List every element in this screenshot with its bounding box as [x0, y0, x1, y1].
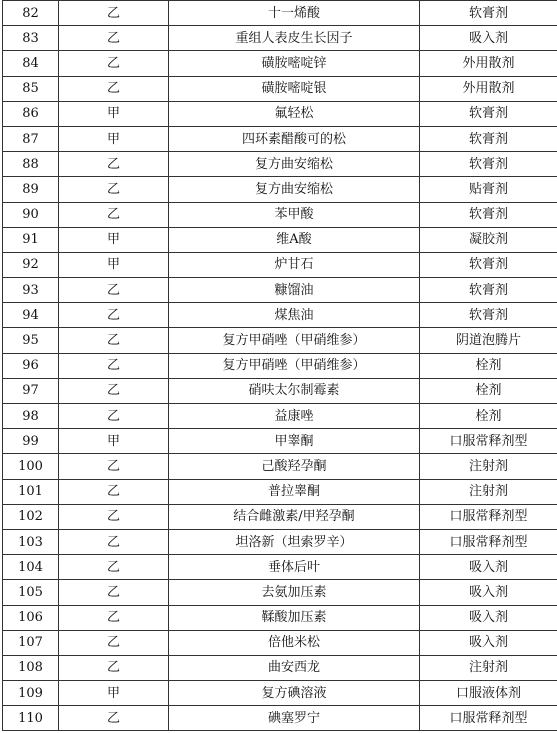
row-number: 108: [3, 655, 59, 680]
row-number: 91: [3, 227, 59, 252]
row-category: 乙: [59, 555, 169, 580]
table-row: [3, 152, 557, 177]
row-dosage-form: 口服常释剂型: [420, 504, 557, 529]
row-number: 90: [3, 202, 59, 227]
row-category: 甲: [59, 227, 169, 252]
row-dosage-form: 软膏剂: [420, 101, 557, 126]
row-category: 乙: [59, 529, 169, 554]
row-drug-name: 氟轻松: [169, 101, 420, 126]
row-drug-name: 去氨加压素: [169, 580, 420, 605]
table-row: [3, 429, 557, 454]
row-dosage-form: 软膏剂: [420, 126, 557, 151]
row-dosage-form: 注射剂: [420, 454, 557, 479]
row-drug-name: 硝呋太尔制霉素: [169, 378, 420, 403]
row-drug-name: 四环素醋酸可的松: [169, 126, 420, 151]
row-number: 83: [3, 26, 59, 51]
row-dosage-form: 栓剂: [420, 404, 557, 429]
row-category: 乙: [59, 51, 169, 76]
row-category: 乙: [59, 26, 169, 51]
row-number: 110: [3, 706, 59, 731]
table-row: [3, 529, 557, 554]
table-row: [3, 177, 557, 202]
table-row: [3, 580, 557, 605]
table-row: [3, 454, 557, 479]
table-row: [3, 202, 557, 227]
row-drug-name: 己酸羟孕酮: [169, 454, 420, 479]
table-row: [3, 51, 557, 76]
row-number: 96: [3, 353, 59, 378]
row-category: 乙: [59, 202, 169, 227]
table-row: [3, 605, 557, 630]
row-drug-name: 坦洛新（坦索罗辛）: [169, 529, 420, 554]
row-category: 乙: [59, 605, 169, 630]
row-category: 乙: [59, 479, 169, 504]
row-dosage-form: 吸入剂: [420, 580, 557, 605]
row-dosage-form: 栓剂: [420, 353, 557, 378]
row-category: 甲: [59, 126, 169, 151]
row-number: 100: [3, 454, 59, 479]
row-category: 乙: [59, 353, 169, 378]
row-number: 93: [3, 278, 59, 303]
row-category: 乙: [59, 404, 169, 429]
row-drug-name: 磺胺嘧啶锌: [169, 51, 420, 76]
row-category: 乙: [59, 378, 169, 403]
row-dosage-form: 口服常释剂型: [420, 706, 557, 731]
table-row: [3, 252, 557, 277]
row-number: 107: [3, 630, 59, 655]
row-dosage-form: 口服液体剂: [420, 681, 557, 706]
row-drug-name: 重组人表皮生长因子: [169, 26, 420, 51]
row-number: 88: [3, 152, 59, 177]
table-row: [3, 303, 557, 328]
row-number: 109: [3, 681, 59, 706]
row-dosage-form: 贴膏剂: [420, 177, 557, 202]
row-dosage-form: 阴道泡腾片: [420, 328, 557, 353]
row-category: 乙: [59, 278, 169, 303]
row-dosage-form: 吸入剂: [420, 26, 557, 51]
row-drug-name: 甲睾酮: [169, 429, 420, 454]
table-row: [3, 278, 557, 303]
row-number: 82: [3, 1, 59, 26]
row-dosage-form: 栓剂: [420, 378, 557, 403]
row-dosage-form: 软膏剂: [420, 1, 557, 26]
row-drug-name: 复方碘溶液: [169, 681, 420, 706]
table-row: [3, 479, 557, 504]
drug-table: [2, 0, 557, 731]
row-category: 乙: [59, 630, 169, 655]
table-row: [3, 378, 557, 403]
table-row: [3, 655, 557, 680]
row-dosage-form: 软膏剂: [420, 303, 557, 328]
row-dosage-form: 口服常释剂型: [420, 429, 557, 454]
row-drug-name: 炉甘石: [169, 252, 420, 277]
row-drug-name: 碘塞罗宁: [169, 706, 420, 731]
table-row: [3, 328, 557, 353]
row-dosage-form: 吸入剂: [420, 605, 557, 630]
row-category: 甲: [59, 101, 169, 126]
row-category: 甲: [59, 252, 169, 277]
table-row: [3, 630, 557, 655]
row-drug-name: 鞣酸加压素: [169, 605, 420, 630]
row-number: 84: [3, 51, 59, 76]
row-drug-name: 垂体后叶: [169, 555, 420, 580]
table-row: [3, 404, 557, 429]
row-category: 乙: [59, 580, 169, 605]
row-category: 甲: [59, 681, 169, 706]
table-body: [3, 1, 557, 731]
row-category: 乙: [59, 177, 169, 202]
row-number: 92: [3, 252, 59, 277]
row-drug-name: 复方曲安缩松: [169, 152, 420, 177]
row-drug-name: 益康唑: [169, 404, 420, 429]
row-category: 乙: [59, 454, 169, 479]
row-dosage-form: 外用散剂: [420, 76, 557, 101]
row-category: 乙: [59, 1, 169, 26]
row-drug-name: 十一烯酸: [169, 1, 420, 26]
row-category: 甲: [59, 429, 169, 454]
table-row: [3, 706, 557, 731]
row-category: 乙: [59, 504, 169, 529]
row-number: 98: [3, 404, 59, 429]
row-dosage-form: 软膏剂: [420, 202, 557, 227]
row-number: 101: [3, 479, 59, 504]
row-dosage-form: 凝胶剂: [420, 227, 557, 252]
row-dosage-form: 注射剂: [420, 655, 557, 680]
row-drug-name: 维A酸: [169, 227, 420, 252]
row-drug-name: 糠馏油: [169, 278, 420, 303]
row-drug-name: 倍他米松: [169, 630, 420, 655]
table-row: [3, 76, 557, 101]
row-number: 97: [3, 378, 59, 403]
row-drug-name: 普拉睾酮: [169, 479, 420, 504]
row-number: 95: [3, 328, 59, 353]
row-dosage-form: 外用散剂: [420, 51, 557, 76]
row-dosage-form: 软膏剂: [420, 278, 557, 303]
row-dosage-form: 吸入剂: [420, 555, 557, 580]
row-category: 乙: [59, 655, 169, 680]
row-number: 89: [3, 177, 59, 202]
row-drug-name: 复方曲安缩松: [169, 177, 420, 202]
table-row: [3, 555, 557, 580]
row-category: 乙: [59, 152, 169, 177]
row-drug-name: 磺胺嘧啶银: [169, 76, 420, 101]
row-drug-name: 结合雌激素/甲羟孕酮: [169, 504, 420, 529]
row-dosage-form: 软膏剂: [420, 152, 557, 177]
row-category: 乙: [59, 706, 169, 731]
row-number: 99: [3, 429, 59, 454]
table-row: [3, 227, 557, 252]
row-dosage-form: 口服常释剂型: [420, 529, 557, 554]
row-dosage-form: 软膏剂: [420, 252, 557, 277]
row-number: 103: [3, 529, 59, 554]
row-drug-name: 煤焦油: [169, 303, 420, 328]
row-dosage-form: 吸入剂: [420, 630, 557, 655]
table-row: [3, 1, 557, 26]
table-row: [3, 681, 557, 706]
row-drug-name: 苯甲酸: [169, 202, 420, 227]
table-row: [3, 26, 557, 51]
row-number: 86: [3, 101, 59, 126]
row-number: 87: [3, 126, 59, 151]
row-dosage-form: 注射剂: [420, 479, 557, 504]
row-drug-name: 复方甲硝唑（甲硝维参）: [169, 328, 420, 353]
row-drug-name: 复方甲硝唑（甲硝维参）: [169, 353, 420, 378]
row-number: 105: [3, 580, 59, 605]
table-row: [3, 101, 557, 126]
row-number: 85: [3, 76, 59, 101]
row-category: 乙: [59, 328, 169, 353]
table-row: [3, 126, 557, 151]
table-row: [3, 353, 557, 378]
row-number: 104: [3, 555, 59, 580]
row-category: 乙: [59, 303, 169, 328]
row-number: 106: [3, 605, 59, 630]
row-number: 102: [3, 504, 59, 529]
row-number: 94: [3, 303, 59, 328]
row-category: 乙: [59, 76, 169, 101]
table-row: [3, 504, 557, 529]
row-drug-name: 曲安西龙: [169, 655, 420, 680]
